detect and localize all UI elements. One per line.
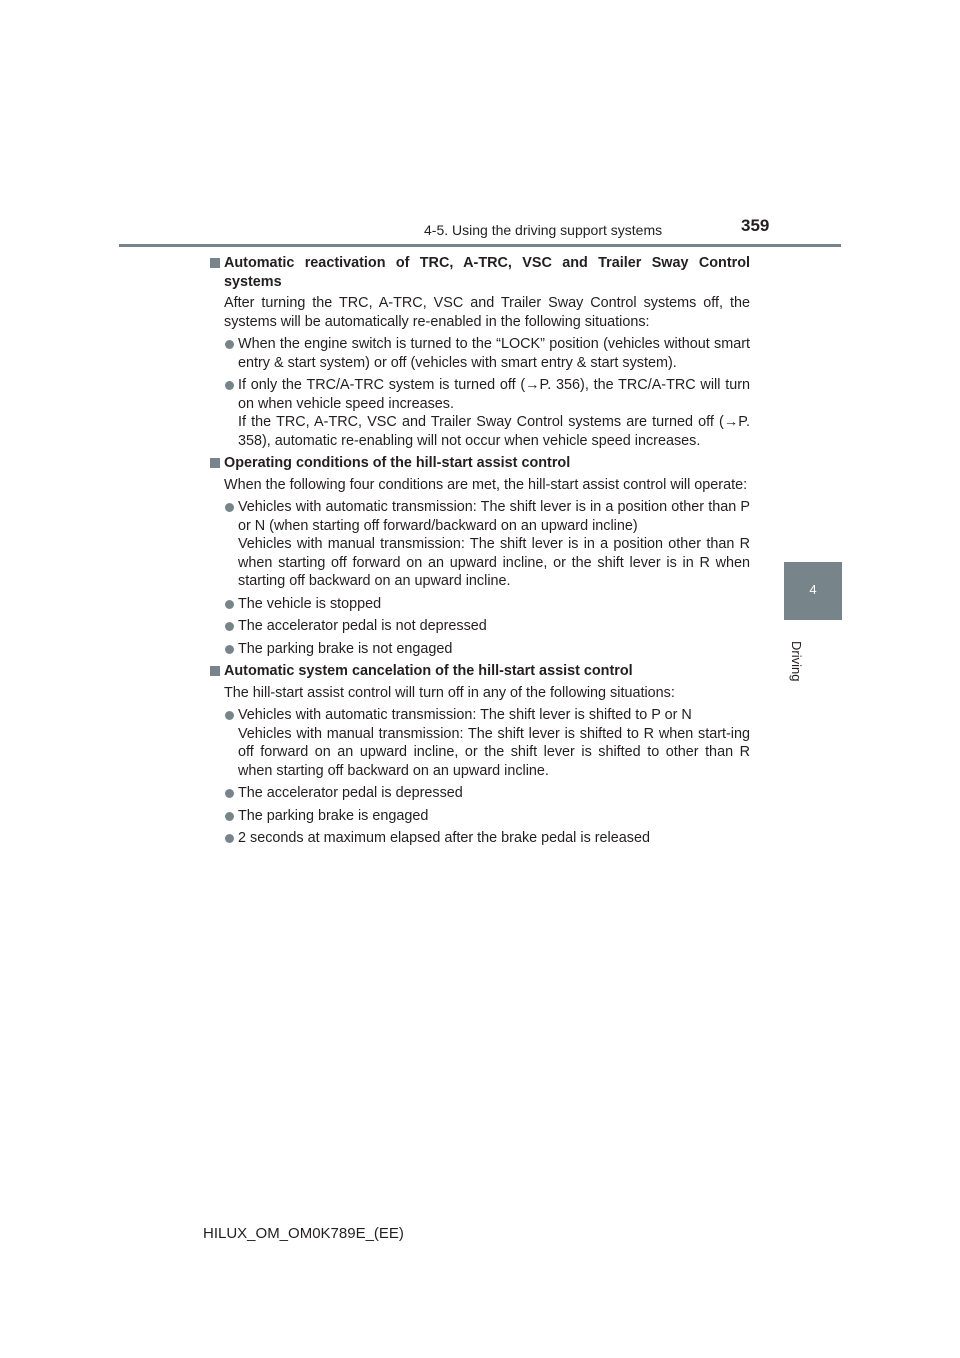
round-bullet-icon: [225, 645, 234, 654]
list-item-text: The accelerator pedal is depressed: [238, 785, 463, 801]
square-bullet-icon: [210, 258, 220, 268]
list-item-text: Vehicles with manual transmission: The shift lever is shifted to R when start-ing off forward on an upward incline, or the shift lever is shifted to other than R when starting off backward on an upward incline.: [238, 725, 750, 779]
list-item: [210, 784, 750, 803]
list-item-text: The parking brake is not engaged: [238, 640, 453, 657]
list-item-text: 2 seconds at maximum elapsed after the brake pedal is released: [238, 830, 650, 846]
section-heading-text: Automatic reactivation of TRC, A-TRC, VSC and Trailer Sway Control systems: [224, 255, 750, 290]
round-bullet-icon: [225, 340, 234, 349]
list-item-text: Vehicles with manual transmission: The shift lever is in a position other than R when starting off forward on an upward incline, or the shift lever is in R when starting off backward on an upward incline.: [238, 536, 750, 589]
chapter-tab: [784, 562, 842, 620]
round-bullet-icon: [225, 622, 234, 631]
list-item-text: The parking brake is engaged: [238, 807, 429, 824]
section-heading: [210, 254, 750, 291]
list-item-text: When the engine switch is turned to the “LOCK” position (vehicles without smart entry & start system) or off (vehicles with smart entry & start system).: [238, 336, 750, 371]
list-item-text: The accelerator pedal is not depressed: [238, 618, 487, 634]
round-bullet-icon: [225, 381, 234, 390]
list-item: [210, 498, 750, 591]
section-heading: [210, 454, 750, 473]
page-content: [210, 254, 750, 852]
round-bullet-icon: [225, 503, 234, 512]
section: [210, 454, 750, 658]
header-title: 4-5. Using the driving support systems: [424, 222, 663, 238]
chapter-side-label: Driving: [789, 641, 804, 682]
round-bullet-icon: [225, 600, 234, 609]
section: [210, 662, 750, 848]
round-bullet-icon: [225, 812, 234, 821]
footer-doc-code: HILUX_OM_OM0K789E_(EE): [203, 1225, 404, 1242]
list-item-text: The vehicle is stopped: [238, 595, 382, 612]
list-item: [210, 829, 750, 848]
square-bullet-icon: [210, 666, 220, 676]
list-item: [210, 335, 750, 372]
list-item-text: If the TRC, A-TRC, VSC and Trailer Sway Control systems are turned off (→P. 358), automatic re-enabling will not occur when vehicle speed increases.: [238, 414, 750, 449]
section: [210, 254, 750, 450]
round-bullet-icon: [225, 711, 234, 720]
round-bullet-icon: [225, 789, 234, 798]
section-paragraph: When the following four conditions are met, the hill-start assist control will operate:: [224, 476, 748, 493]
round-bullet-icon: [225, 834, 234, 843]
list-item: [210, 595, 750, 614]
list-item-text: If only the TRC/A-TRC system is turned off (→P. 356), the TRC/A-TRC will turn on when vehicle speed increases.: [238, 377, 750, 412]
list-item: [210, 706, 750, 780]
square-bullet-icon: [210, 458, 220, 468]
list-item: [210, 807, 750, 826]
list-item-text: Vehicles with automatic transmission: The shift lever is in a position other than P or N (when starting off forward/backward on an upward incline): [238, 499, 750, 534]
page-number: 359: [741, 216, 770, 235]
list-item: [210, 640, 750, 659]
section-paragraph: After turning the TRC, A-TRC, VSC and Trailer Sway Control systems off, the systems will be automatically re-enabled in the following situations:: [224, 295, 750, 330]
list-item-text: Vehicles with automatic transmission: The shift lever is shifted to P or N: [238, 707, 692, 723]
section-heading: [210, 662, 750, 681]
section-heading-text: Operating conditions of the hill-start assist control: [224, 455, 571, 471]
section-heading-text: Automatic system cancelation of the hill-start assist control: [224, 663, 633, 679]
chapter-tab-number: 4: [809, 582, 817, 597]
list-item: [210, 376, 750, 450]
list-item: [210, 617, 750, 636]
header-rule: [119, 244, 841, 247]
section-paragraph: The hill-start assist control will turn off in any of the following situations:: [224, 684, 675, 701]
